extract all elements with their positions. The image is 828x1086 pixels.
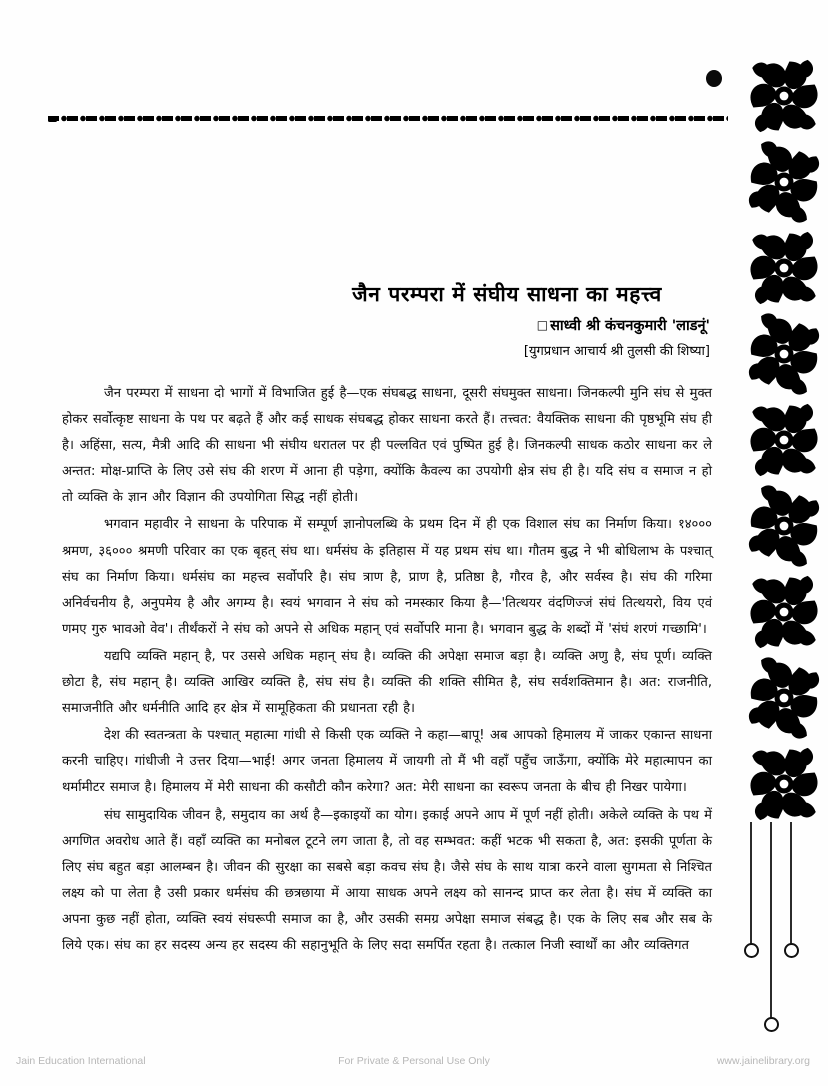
body-paragraph: संघ सामुदायिक जीवन है, समुदाय का अर्थ है—इकाइयों का योग। इकाई अपने आप में पूर्ण नहीं होती। अकेले व्यक्ति के पथ में अगणित अवरोध आते हैं। वहाँ व्यक्ति का मनोबल टूटने लग जाता है, तो वह सम्भवत: कहीं भटक भी सकता है, अत: इसकी पूर्णता के लिए संघ बहुत बड़ा आलम्बन है। जीवन की सुरक्षा का सबसे बड़ा कवच संघ है। जैसे संघ के साथ यात्रा करने वाला सुगमता से निश्चित लक्ष्य को पा लेता है उसी प्रकार धर्मसंघ की छत्रछाया में आया साधक अपने लक्ष्य को सानन्द प्राप्त कर लेता है। संघ में व्यक्ति का अपना कुछ नहीं होता, व्यक्ति स्वयं संघरूपी समाज का है, और उसकी समग्र अपेक्षा समाज संबद्ध है। एक के लिए सब और सब के लिये एक। संघ का हर सदस्य अन्य हर सदस्य की सहानुभूति के लिए सदा समर्पित रहता है। तत्काल निजी स्वार्थों का और व्यक्तिगत — [62, 807, 712, 953]
ornamental-border-column — [744, 48, 828, 828]
page-title: जैन परम्परा में संघीय साधना का महत्त्व — [352, 282, 662, 306]
dash-dot-rule-cap — [48, 116, 57, 122]
paisley-medallion-icon — [744, 650, 824, 746]
hanging-thread-line — [790, 822, 792, 944]
paisley-medallion-icon — [744, 220, 824, 316]
body-paragraph: देश की स्वतन्त्रता के पश्चात् महात्मा गांधी से किसी एक व्यक्ति ने कहा—बापू! अब आपको हिमालय में जाकर एकान्त साधना करनी चाहिए। गांधीजी ने उत्तर दिया—भाई! अगर जनता हिमालय में जायगी तो मैं भी वहाँ पहुँच जाऊँगा, क्योंकि मेरे महात्मापन का थर्मामीटर समाज है। हिमालय में मेरी साधना की कसौटी कौन करेगा? अत: मेरी साधना का स्वरूप जनता के बीच ही निखर पायेगा। — [62, 728, 712, 796]
thread-ring-icon — [784, 943, 799, 958]
article-body — [62, 381, 712, 960]
paisley-medallion-icon — [744, 736, 824, 832]
thread-ring-icon — [744, 943, 759, 958]
author-note: [युगप्रधान आचार्य श्री तुलसी की शिष्या] — [523, 343, 710, 359]
heading-block — [300, 283, 714, 359]
ink-dot-decoration — [706, 70, 722, 87]
author-name: साध्वी श्री कंचनकुमारी 'लाडनूं' — [550, 317, 710, 334]
paisley-medallion-icon — [744, 392, 824, 488]
paisley-medallion-icon — [744, 306, 824, 402]
thread-ring-icon — [764, 1017, 779, 1032]
body-paragraph: जैन परम्परा में साधना दो भागों में विभाजित हुई है—एक संघबद्ध साधना, दूसरी संघमुक्त साधना। जिनकल्पी मुनि संघ से मुक्त होकर सर्वोत्कृष्ट साधना के पथ पर बढ़ते हैं और कई साधक संघबद्ध होकर साधना करते हैं। तत्त्वत: वैयक्तिक साधना की पृष्ठभूमि संघ ही है। अहिंसा, सत्य, मैत्री आदि की साधना भी संघीय धरातल पर ही पल्लवित एवं पुष्पित हुई है। जिनकल्पी साधक कठोर साधना कर ले अन्तत: मोक्ष-प्राप्ति के लिए उसे संघ की शरण में आना ही पड़ेगा, क्योंकि कैवल्य का उपयोगी क्षेत्र संघ ही है। यदि संघ व समाज न हो तो व्यक्ति के ज्ञान और विज्ञान की उपयोगिता सिद्ध नहीं होती। — [62, 386, 712, 506]
footer-center-text: For Private & Personal Use Only — [338, 1055, 490, 1067]
paisley-medallion-icon — [744, 478, 824, 574]
paisley-medallion-icon — [744, 134, 824, 230]
body-paragraph: भगवान महावीर ने साधना के परिपाक में सम्पूर्ण ज्ञानोपलब्धि के प्रथम दिन में ही एक विशाल संघ का निर्माण किया। १४००० श्रमण, ३६००० श्रमणी परिवार का एक बृहत् संघ था। धर्मसंघ के इतिहास में यह प्रथम संघ था। गौतम बुद्ध ने भी बोधिलाभ के पश्चात् संघ का निर्माण किया। धर्मसंघ का महत्त्व सर्वोपरि है। संघ त्राण है, प्राण है, प्रतिष्ठा है, गौरव है, और सर्वस्व है। संघ की गरिमा अनिर्वचनीय है, अनुपमेय है और अगम्य है। स्वयं भगवान ने संघ को नमस्कार किया है—'तित्थयर वंदणिज्जं संघं तित्थयरो, विय एवं णमए गुरु भावओ वेव'। तीर्थंकरों ने संघ को अपने से अधिक महान् एवं सर्वोपरि माना है। भगवान बुद्ध के शब्दों में 'संघं शरणं गच्छामि'। — [62, 517, 712, 637]
hanging-thread-line — [770, 822, 772, 1018]
footer-right-link[interactable]: www.jainelibrary.org — [716, 1055, 810, 1067]
page-footer — [0, 1055, 828, 1073]
hanging-thread-line — [750, 822, 752, 944]
square-bullet-icon: □ — [536, 317, 549, 332]
footer-left-text: Jain Education International — [16, 1055, 146, 1067]
author-byline — [300, 315, 714, 335]
paisley-medallion-icon — [744, 48, 824, 144]
body-paragraph: यद्यपि व्यक्ति महान् है, पर उससे अधिक महान् संघ है। व्यक्ति की अपेक्षा समाज बड़ा है। व्यक्ति अणु है, संघ पूर्ण। व्यक्ति छोटा है, संघ महान् है। व्यक्ति आखिर व्यक्ति है, संघ संघ है। व्यक्ति की शक्ति सीमित है, संघ सर्वशक्तिमान है। अत: राजनीति, समाजनीति और धर्मनीति आदि हर क्षेत्र में सामूहिकता की प्रधानता रही है। — [62, 648, 712, 717]
paisley-medallion-icon — [744, 564, 824, 660]
dash-dot-rule-decoration — [48, 114, 728, 123]
